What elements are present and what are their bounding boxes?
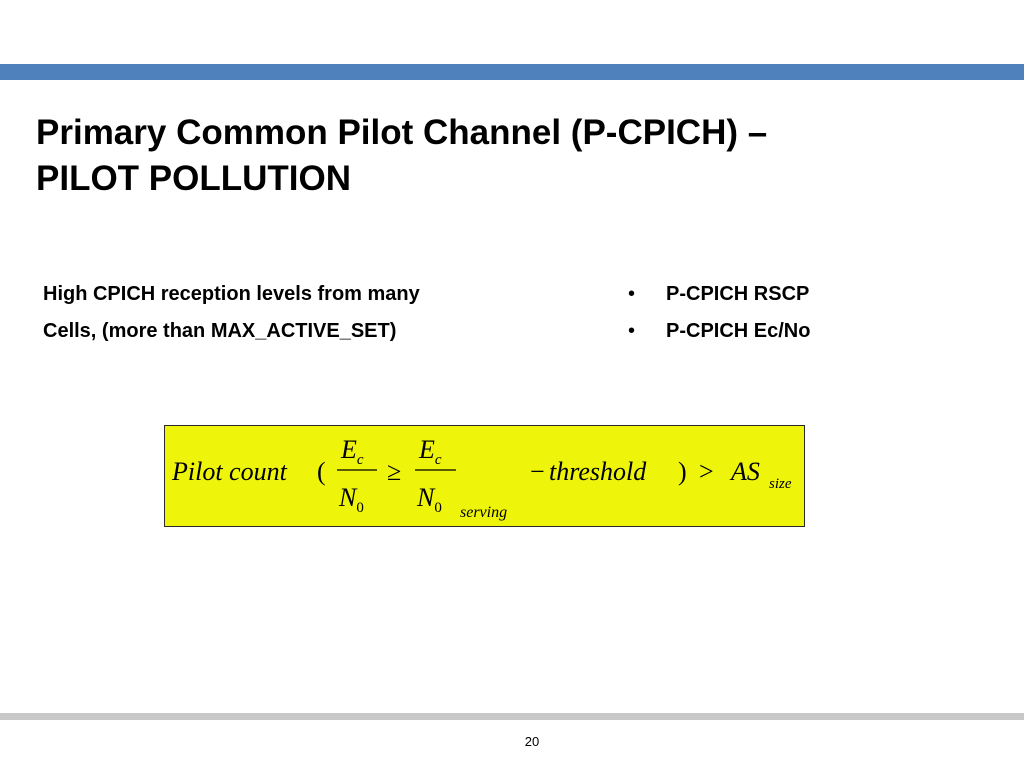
formula-num1-sub: c bbox=[356, 452, 364, 468]
description-line-1: High CPICH reception levels from many bbox=[43, 283, 420, 305]
slide-title-line-1: Primary Common Pilot Channel (P-CPICH) – bbox=[36, 113, 768, 152]
formula-minus: − bbox=[530, 457, 545, 486]
formula-numerator-2 bbox=[418, 435, 442, 468]
formula-denominator-2 bbox=[416, 483, 442, 516]
formula-size-sub: size bbox=[769, 476, 792, 492]
formula-threshold: threshold bbox=[549, 457, 647, 486]
formula-numerator-1 bbox=[340, 435, 364, 468]
page-number: 20 bbox=[524, 734, 540, 749]
formula-den1-base: N bbox=[339, 483, 357, 512]
bullet-text: P-CPICH RSCP bbox=[666, 283, 810, 305]
formula-den1-sub: 0 bbox=[356, 500, 364, 516]
bullet-text: P-CPICH Ec/No bbox=[666, 320, 811, 342]
top-accent-bar bbox=[0, 64, 1024, 80]
formula-num2-base: E bbox=[419, 435, 435, 464]
formula-as: AS bbox=[731, 457, 760, 486]
formula-serving-sub: serving bbox=[460, 504, 508, 521]
formula-box bbox=[164, 425, 805, 527]
formula-denominator-1 bbox=[338, 483, 364, 516]
bullet-item-rscp bbox=[626, 276, 986, 313]
formula-geq: ≥ bbox=[387, 457, 402, 486]
bullet-list bbox=[626, 276, 986, 350]
formula-pilot-count: Pilot count bbox=[172, 457, 287, 486]
bullet-marker: • bbox=[628, 283, 636, 305]
bullet-item-ecno bbox=[626, 313, 986, 350]
slide-title bbox=[36, 110, 996, 202]
formula-den2-sub: 0 bbox=[434, 500, 442, 516]
formula-open-paren: ( bbox=[317, 457, 326, 486]
formula-gt: > bbox=[699, 457, 714, 486]
slide-title-line-2: PILOT POLLUTION bbox=[36, 159, 351, 198]
formula-close-paren: ) bbox=[678, 457, 687, 486]
formula-num1-base: E bbox=[341, 435, 357, 464]
formula-den2-base: N bbox=[417, 483, 435, 512]
description-text bbox=[43, 276, 563, 350]
formula-num2-sub: c bbox=[434, 452, 442, 468]
bullet-marker: • bbox=[628, 320, 636, 342]
description-line-2: Cells, (more than MAX_ACTIVE_SET) bbox=[43, 320, 397, 342]
bottom-divider-bar bbox=[0, 713, 1024, 720]
formula-svg bbox=[165, 426, 806, 528]
